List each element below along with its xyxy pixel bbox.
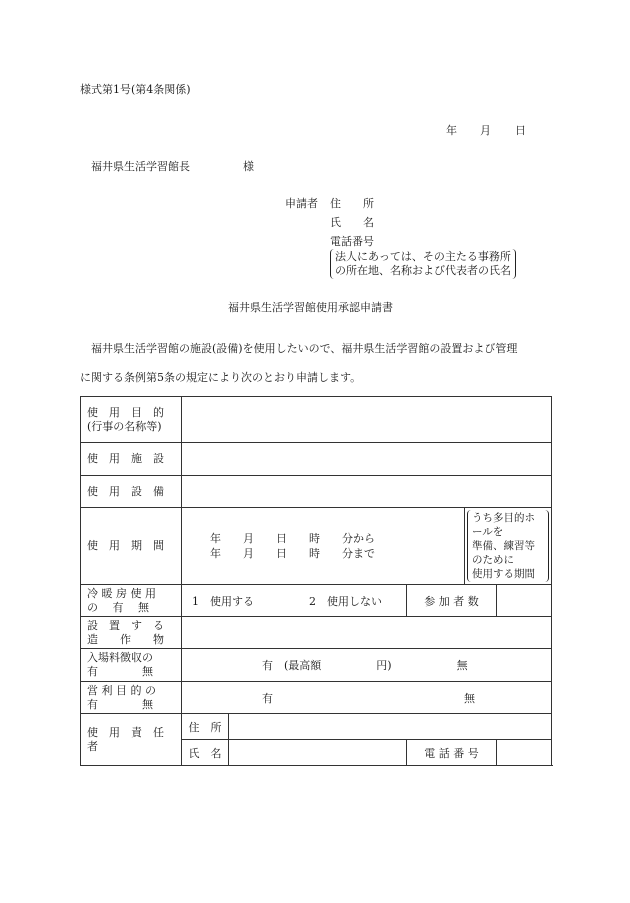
profit-option-no[interactable]: 無 <box>464 691 475 705</box>
period-note-line2: 準備、練習等のために <box>472 540 535 566</box>
period-from: 年 月 日 時 分から <box>210 532 375 545</box>
period-note-line1: うち多目的ホールを <box>472 512 535 538</box>
manager-label: 使 用 責 任 者 <box>81 714 182 766</box>
body-text-line1: 福井県生活学習館の施設(設備)を使用したいので、福井県生活学習館の設置および管理 <box>91 342 518 355</box>
structure-label-line1: 設 置 す る <box>87 618 164 632</box>
table-row-equipment <box>81 476 552 508</box>
period-input[interactable] <box>182 508 465 585</box>
table-row-admission-fee <box>81 649 552 682</box>
manager-name-label: 氏 名 <box>182 740 229 766</box>
date-year-label: 年 <box>446 124 457 137</box>
applicant-phone-label: 電話番号 <box>330 235 374 248</box>
table-row-air-conditioning <box>81 585 552 617</box>
equipment-label: 使 用 設 備 <box>81 476 182 508</box>
profit-label-line2: 有 無 <box>87 697 153 711</box>
participants-label: 参 加 者 数 <box>407 585 497 617</box>
profit-label-cell <box>81 682 182 714</box>
purpose-label-sub: (行事の名称等) <box>87 419 162 433</box>
date-month-label: 月 <box>480 124 491 137</box>
table-row-structure <box>81 617 552 649</box>
addressee-name: 福井県生活学習館長 <box>91 160 190 173</box>
ac-option-not-use[interactable]: 2 使用しない <box>309 594 382 608</box>
ac-label-cell <box>81 585 182 617</box>
purpose-label-cell <box>81 397 182 443</box>
purpose-input[interactable] <box>182 397 552 443</box>
applicant-note-line1: 法人にあっては、その主たる事務所 <box>335 250 511 263</box>
period-to: 年 月 日 時 分まで <box>210 547 375 560</box>
table-row-facility <box>81 443 552 476</box>
manager-phone-input[interactable] <box>497 740 552 766</box>
ac-options-cell[interactable] <box>182 585 407 617</box>
structure-label-line2: 造 作 物 <box>87 632 164 646</box>
fee-option-no[interactable]: 無 <box>456 659 468 672</box>
equipment-input[interactable] <box>182 476 552 508</box>
manager-name-input[interactable] <box>229 740 407 766</box>
date-day-label: 日 <box>515 124 526 137</box>
ac-label-line1: 冷 暖 房 使 用 <box>87 586 156 600</box>
manager-address-input[interactable] <box>229 714 552 740</box>
fee-label-line1: 入場料徴収の <box>87 651 153 664</box>
structure-label-cell <box>81 617 182 649</box>
facility-input[interactable] <box>182 443 552 476</box>
fee-options-cell[interactable] <box>182 649 552 682</box>
structure-input[interactable] <box>182 617 552 649</box>
table-row-manager-address <box>81 714 552 740</box>
document-title: 福井県生活学習館使用承認申請書 <box>228 301 393 314</box>
fee-label-line2: 有 無 <box>87 665 153 678</box>
participants-input[interactable] <box>497 585 552 617</box>
period-note <box>467 510 549 582</box>
period-label: 使 用 期 間 <box>81 508 182 585</box>
form-number: 様式第1号(第4条関係) <box>80 83 191 96</box>
period-note-cell <box>465 508 552 585</box>
body-text-line2: に関する条例第5条の規定により次のとおり申請します。 <box>80 371 362 384</box>
profit-options-cell[interactable] <box>182 682 552 714</box>
fee-label-cell <box>81 649 182 682</box>
ac-label-line2: の 有 無 <box>87 600 149 614</box>
applicant-corporate-note <box>330 249 516 279</box>
addressee-honorific: 様 <box>243 160 254 173</box>
applicant-note-line2: の所在地、名称および代表者の氏名 <box>335 264 511 277</box>
table-row-purpose <box>81 397 552 443</box>
fee-option-yes[interactable]: 有 (最高額 円) <box>262 659 392 672</box>
table-row-profit <box>81 682 552 714</box>
applicant-address-label: 住 所 <box>330 197 374 210</box>
purpose-label: 使 用 目 的 <box>87 405 164 419</box>
application-table <box>80 396 552 766</box>
profit-label-line1: 営 利 目 的 の <box>87 683 156 697</box>
manager-address-label: 住 所 <box>182 714 229 740</box>
ac-option-use[interactable]: 1 使用する <box>192 594 254 608</box>
table-row-period <box>81 508 552 585</box>
facility-label: 使 用 施 設 <box>81 443 182 476</box>
manager-phone-label: 電 話 番 号 <box>407 740 497 766</box>
profit-option-yes[interactable]: 有 <box>262 691 273 705</box>
period-note-line3: 使用する期間 <box>472 568 535 580</box>
applicant-name-label: 氏 名 <box>330 216 374 229</box>
applicant-label: 申請者 <box>285 197 318 210</box>
